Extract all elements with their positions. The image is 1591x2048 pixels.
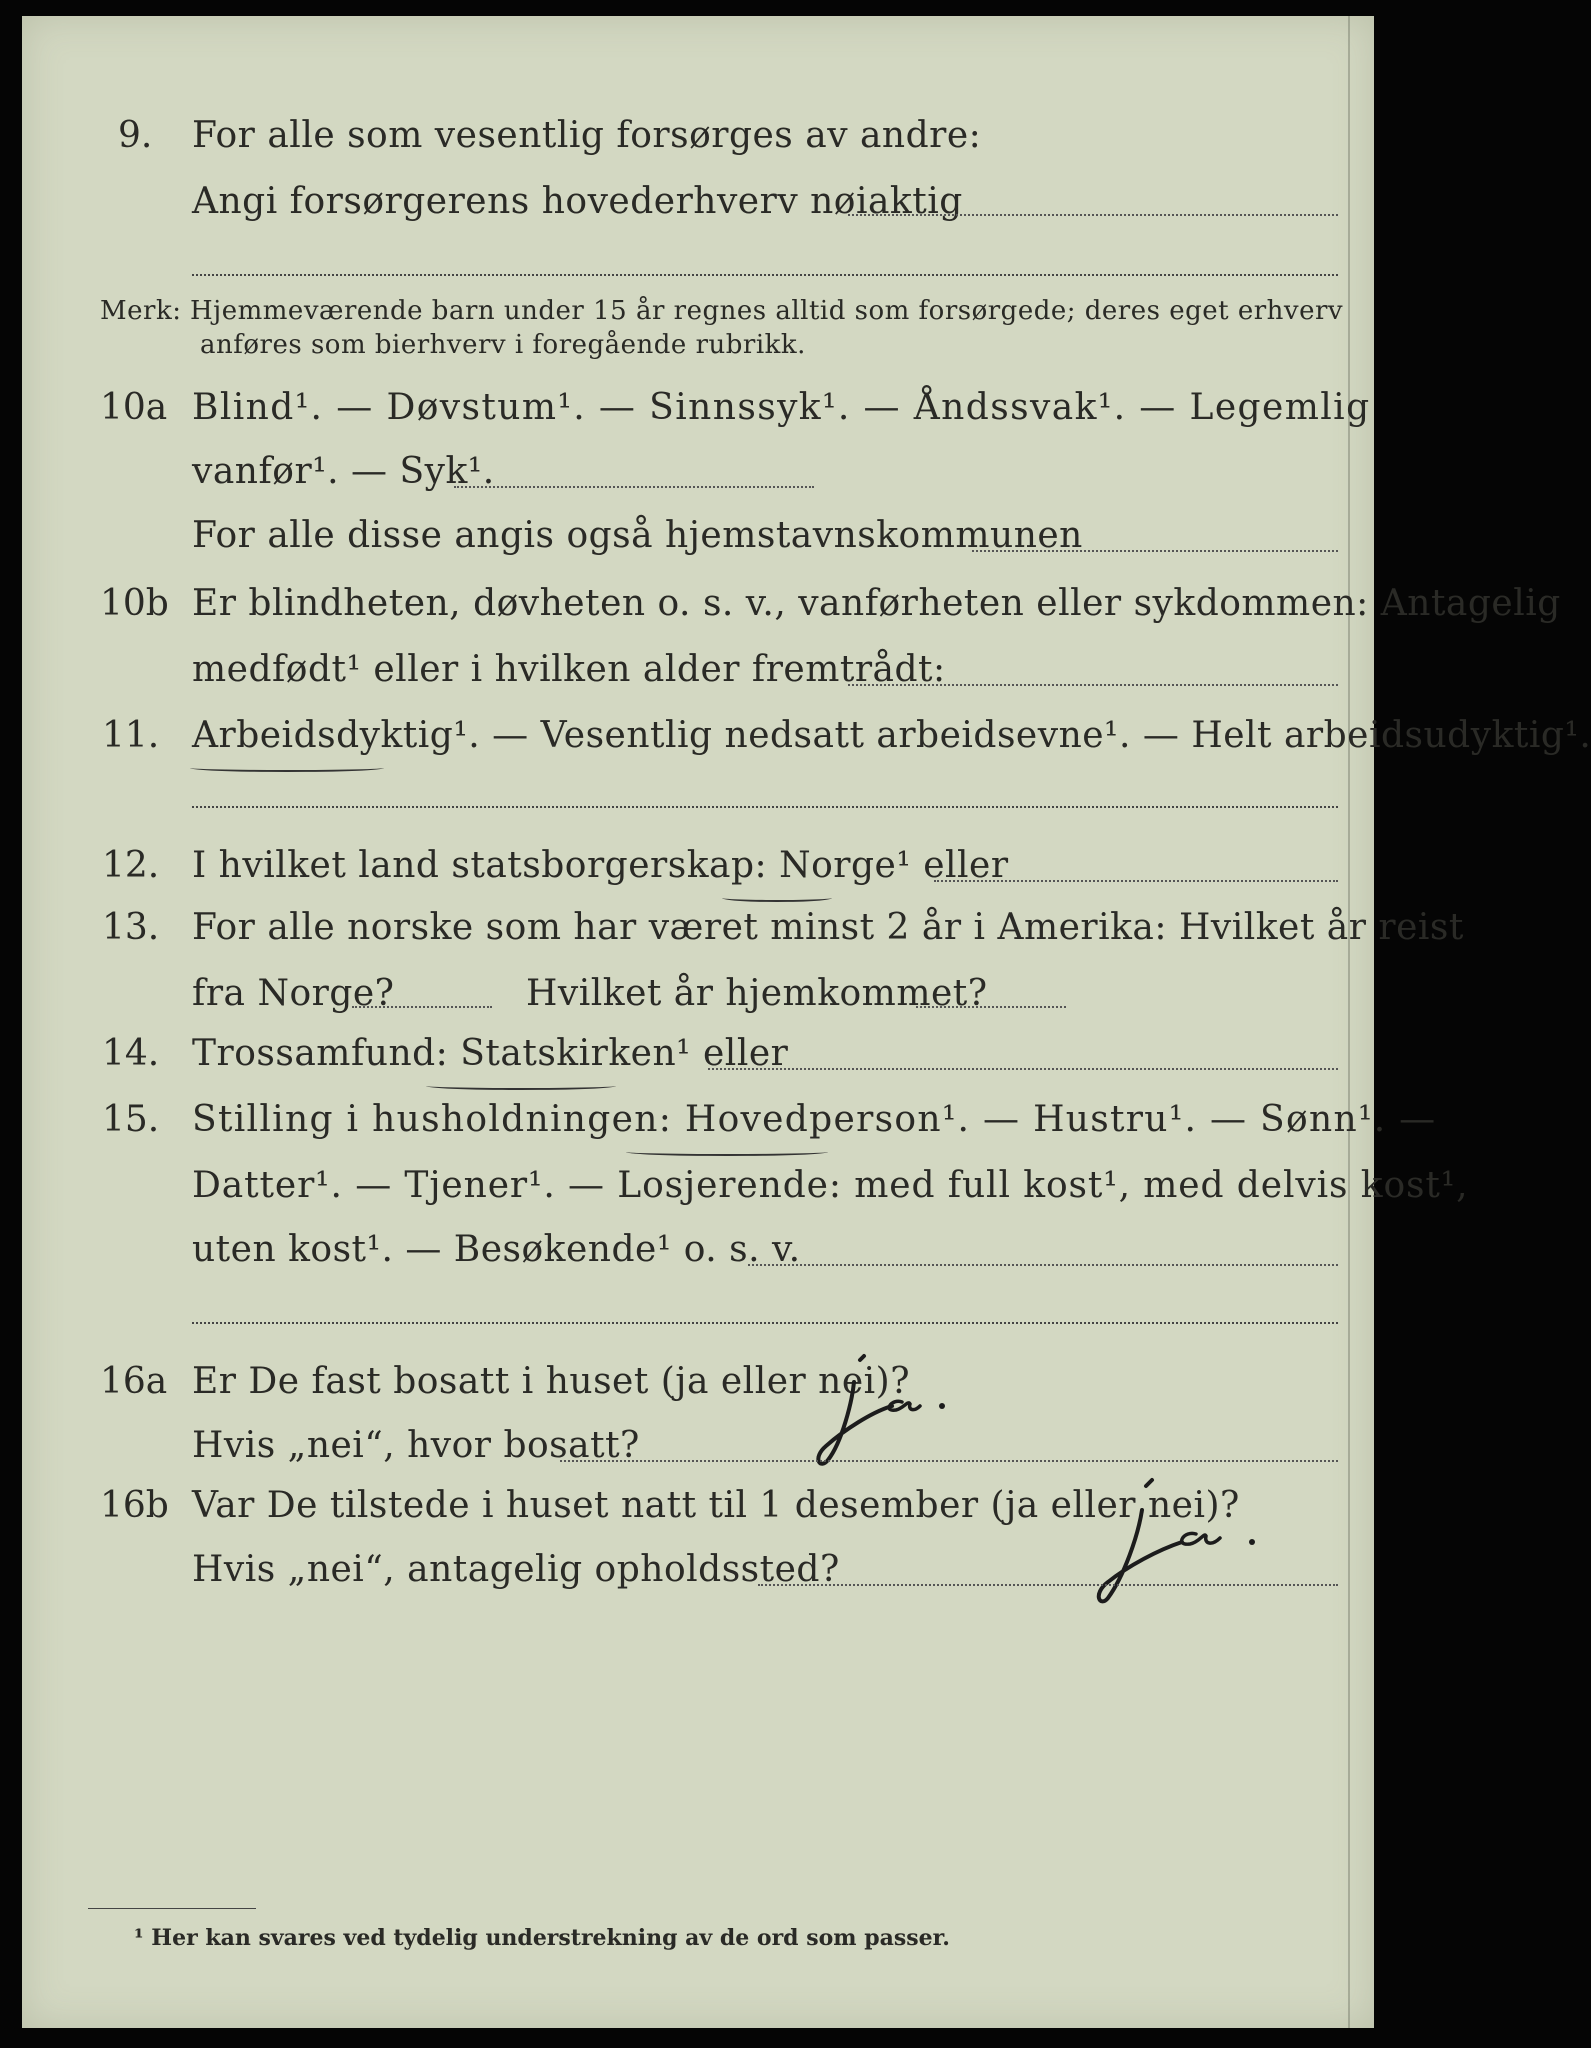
q10a-line3: For alle disse angis også hjemstavnskommunen (192, 515, 1083, 556)
merk-line2: anføres som bierhverv i foregående rubrikk. (200, 330, 806, 360)
q13-number: 13. (102, 907, 160, 948)
q12-line1: I hvilket land statsborgerskap: Norge¹ eller (192, 845, 1009, 886)
q13-hjemkommet-field[interactable] (916, 1006, 1066, 1008)
q11-answer-line[interactable] (192, 806, 1338, 808)
q16b-line1: Var De tilstede i huset natt til 1 desember (ja eller nei)? (192, 1485, 1240, 1526)
q16a-number: 16a (100, 1361, 168, 1402)
q15-underline-hovedperson (626, 1148, 828, 1156)
merk-line1: Hjemmeværende barn under 15 år regnes alltid som forsørgede; deres eget erhverv (190, 296, 1344, 326)
q12-number: 12. (102, 845, 160, 886)
q16a-line2: Hvis „nei“, hvor bosatt? (192, 1425, 640, 1466)
q16b-line2: Hvis „nei“, antagelig opholdssted? (192, 1549, 840, 1590)
q10b-number: 10b (100, 583, 169, 624)
q13-line1: For alle norske som har været minst 2 år i Amerika: Hvilket år reist (192, 907, 1464, 948)
q15-line3: uten kost¹. — Besøkende¹ o. s. v. (192, 1229, 801, 1270)
q12-answer-field[interactable] (934, 880, 1338, 882)
q14-underline-statskirken (426, 1082, 616, 1090)
q10a-line2: vanfør¹. — Syk¹. (192, 451, 495, 492)
q10b-line1: Er blindheten, døvheten o. s. v., vanførheten eller sykdommen: Antagelig (192, 583, 1561, 624)
q15-line1: Stilling i husholdningen: Hovedperson¹. — Hustru¹. — Sønn¹. — (192, 1099, 1437, 1140)
q10a-answer-field[interactable] (454, 486, 814, 488)
q10a-hjemstavn-field[interactable] (972, 550, 1338, 552)
q16a-line1: Er De fast bosatt i huset (ja eller nei)? (192, 1361, 911, 1402)
q10b-answer-field[interactable] (848, 684, 1338, 686)
q15-number: 15. (102, 1099, 160, 1140)
q10b-line2: medfødt¹ eller i hvilken alder fremtrådt: (192, 649, 946, 690)
q9-answer-field[interactable] (848, 214, 1338, 216)
q16b-answer-handwriting (1062, 1466, 1282, 1626)
q9-line2: Angi forsørgerens hovederhverv nøiaktig (192, 181, 963, 222)
q11-underline-arbeidsdyktig (190, 764, 384, 772)
q16a-bosatt-field[interactable] (560, 1460, 1338, 1462)
q11-number: 11. (102, 715, 160, 756)
q9-answer-line2[interactable] (192, 274, 1338, 276)
q15-answer-field[interactable] (748, 1264, 1338, 1266)
page-edge-line (1348, 16, 1350, 2028)
q14-answer-field[interactable] (708, 1068, 1338, 1070)
q10a-line1: Blind¹. — Døvstum¹. — Sinnssyk¹. — Åndssvak¹. — Legemlig (192, 387, 1371, 428)
census-form-page (22, 16, 1591, 2028)
q13-reist-field[interactable] (352, 1006, 492, 1008)
merk-label: Merk: (100, 296, 182, 326)
q10a-number: 10a (100, 387, 168, 428)
q9-number: 9. (118, 115, 153, 156)
q11-line1: Arbeidsdyktig¹. — Vesentlig nedsatt arbeidsevne¹. — Helt arbeidsudyktig¹. (192, 715, 1591, 756)
q13-line2b: Hvilket år hjemkommet? (526, 973, 988, 1014)
q15-answer-line2[interactable] (192, 1322, 1338, 1324)
q12-underline-norge (722, 894, 832, 902)
q14-number: 14. (102, 1033, 160, 1074)
q15-line2: Datter¹. — Tjener¹. — Losjerende: med full kost¹, med delvis kost¹, (192, 1165, 1469, 1206)
q16b-handwritten-answer (1062, 1466, 1282, 1626)
footnote-text: ¹ Her kan svares ved tydelig understrekning av de ord som passer. (134, 1925, 950, 1951)
footnote-separator (88, 1908, 256, 1909)
q9-line1: For alle som vesentlig forsørges av andre: (192, 115, 982, 156)
q13-line2a: fra Norge? (192, 973, 395, 1014)
q14-line1: Trossamfund: Statskirken¹ eller (192, 1033, 789, 1074)
q16b-number: 16b (100, 1485, 169, 1526)
q16b-opholdssted-field[interactable] (758, 1584, 1338, 1586)
